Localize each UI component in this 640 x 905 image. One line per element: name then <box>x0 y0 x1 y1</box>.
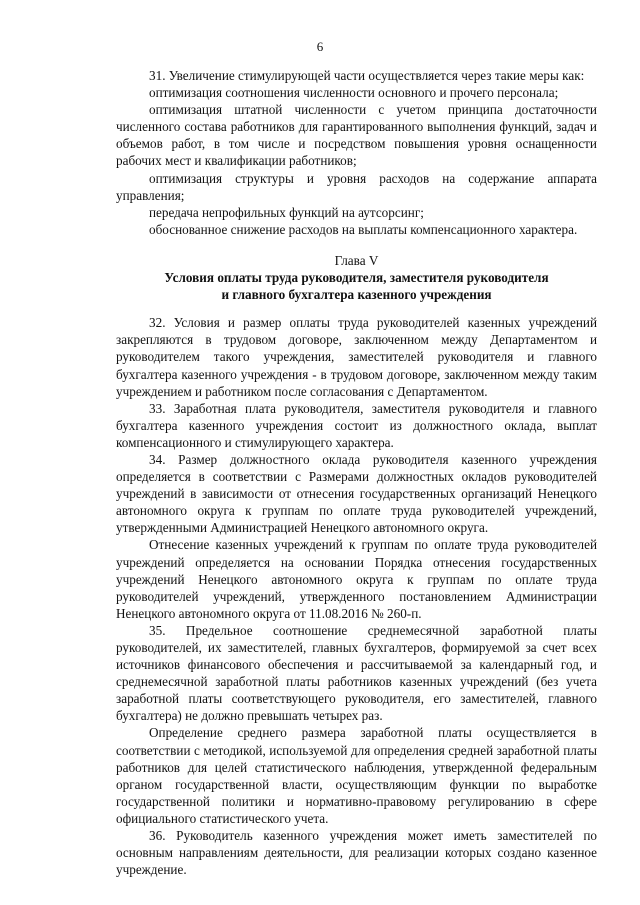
chapter-title-line-2: и главного бухгалтера казенного учреждения <box>221 287 492 303</box>
page-number: 6 <box>316 39 324 54</box>
paragraph-31: 31. Увеличение стимулирующей части осуществляется через такие меры как: <box>149 68 585 83</box>
paragraph-31-item: обоснованное снижение расходов на выплаты компенсационного характера. <box>149 221 578 237</box>
paragraph-31-item: оптимизация соотношения численности основного и прочего персонала; <box>149 85 559 101</box>
paragraph-32: 32. Условия и размер оплаты труда руководителей казенных учреждений закрепляются в трудовом договоре, заключенном между Департаментом и руководителем такого учреждения, заместителей руководителя и главного бухгалтера казенного учреждения - в трудовом договоре, заключенном между таким учреждением и работником после согласования с Департаментом. <box>116 315 597 399</box>
chapter-label: Глава V <box>334 252 379 268</box>
paragraph-35-continuation: Определение среднего размера заработной платы осуществляется в соответствии с методикой, используемой для определения средней заработной платы работников для целей статистического наблюдения, утвержденной федеральным органом государственной власти, осуществляющим функции по выработке государственной политики и нормативно-правовому регулированию в сфере официального статистического учета. <box>116 725 597 826</box>
paragraph-34: 34. Размер должностного оклада руководителя казенного учреждения определяется в соответствии с Размерами должностных окладов руководителей учреждений в зависимости от отнесения государственных организаций Ненецкого автономного округа к группам по оплате труда руководителей учреждений, утвержденными Администрацией Ненецкого автономного округа. <box>116 451 597 536</box>
document-body <box>116 67 597 878</box>
paragraph-34-continuation: Отнесение казенных учреждений к группам по оплате труда руководителей учреждений определяется на основании Порядка отнесения государственных учреждений Ненецкого автономного округа к группам по оплате труда руководителей учреждений, утвержденного постановлением Администрации Ненецкого автономного округа от 11.08.2016 № 260-п. <box>116 537 597 621</box>
chapter-title-line-1: Условия оплаты труда руководителя, заместителя руководителя <box>164 270 549 286</box>
paragraph-36: 36. Руководитель казенного учреждения может иметь заместителей по основным направлениям деятельности, для реализации которых создано казенное учреждение. <box>116 828 597 878</box>
paragraph-31-item: оптимизация структуры и уровня расходов на содержание аппарата управления; <box>116 170 597 203</box>
paragraph-33: 33. Заработная плата руководителя, заместителя руководителя и главного бухгалтера казенного учреждения состоит из должностного оклада, выплат компенсационного и стимулирующего характера. <box>116 400 597 450</box>
paragraph-31-item: оптимизация штатной численности с учетом принципа достаточности численного состава работников для гарантированного выполнения функций, задач и объемов работ, в том числе и посредством повышения уровня оснащенности рабочих мест и квалификации работников; <box>116 102 597 169</box>
paragraph-35: 35. Предельное соотношение среднемесячной заработной платы руководителей, их заместителей, главных бухгалтеров, формируемой за счет всех источников финансового обеспечения и рассчитываемой за календарный год, и среднемесячной заработной платы работников казенных учреждений (без учета заработной платы соответствующего руководителя, его заместителей, главного бухгалтера) не должно превышать четырех раз. <box>116 622 597 724</box>
paragraph-31-item: передача непрофильных функций на аутсорсинг; <box>149 204 424 220</box>
